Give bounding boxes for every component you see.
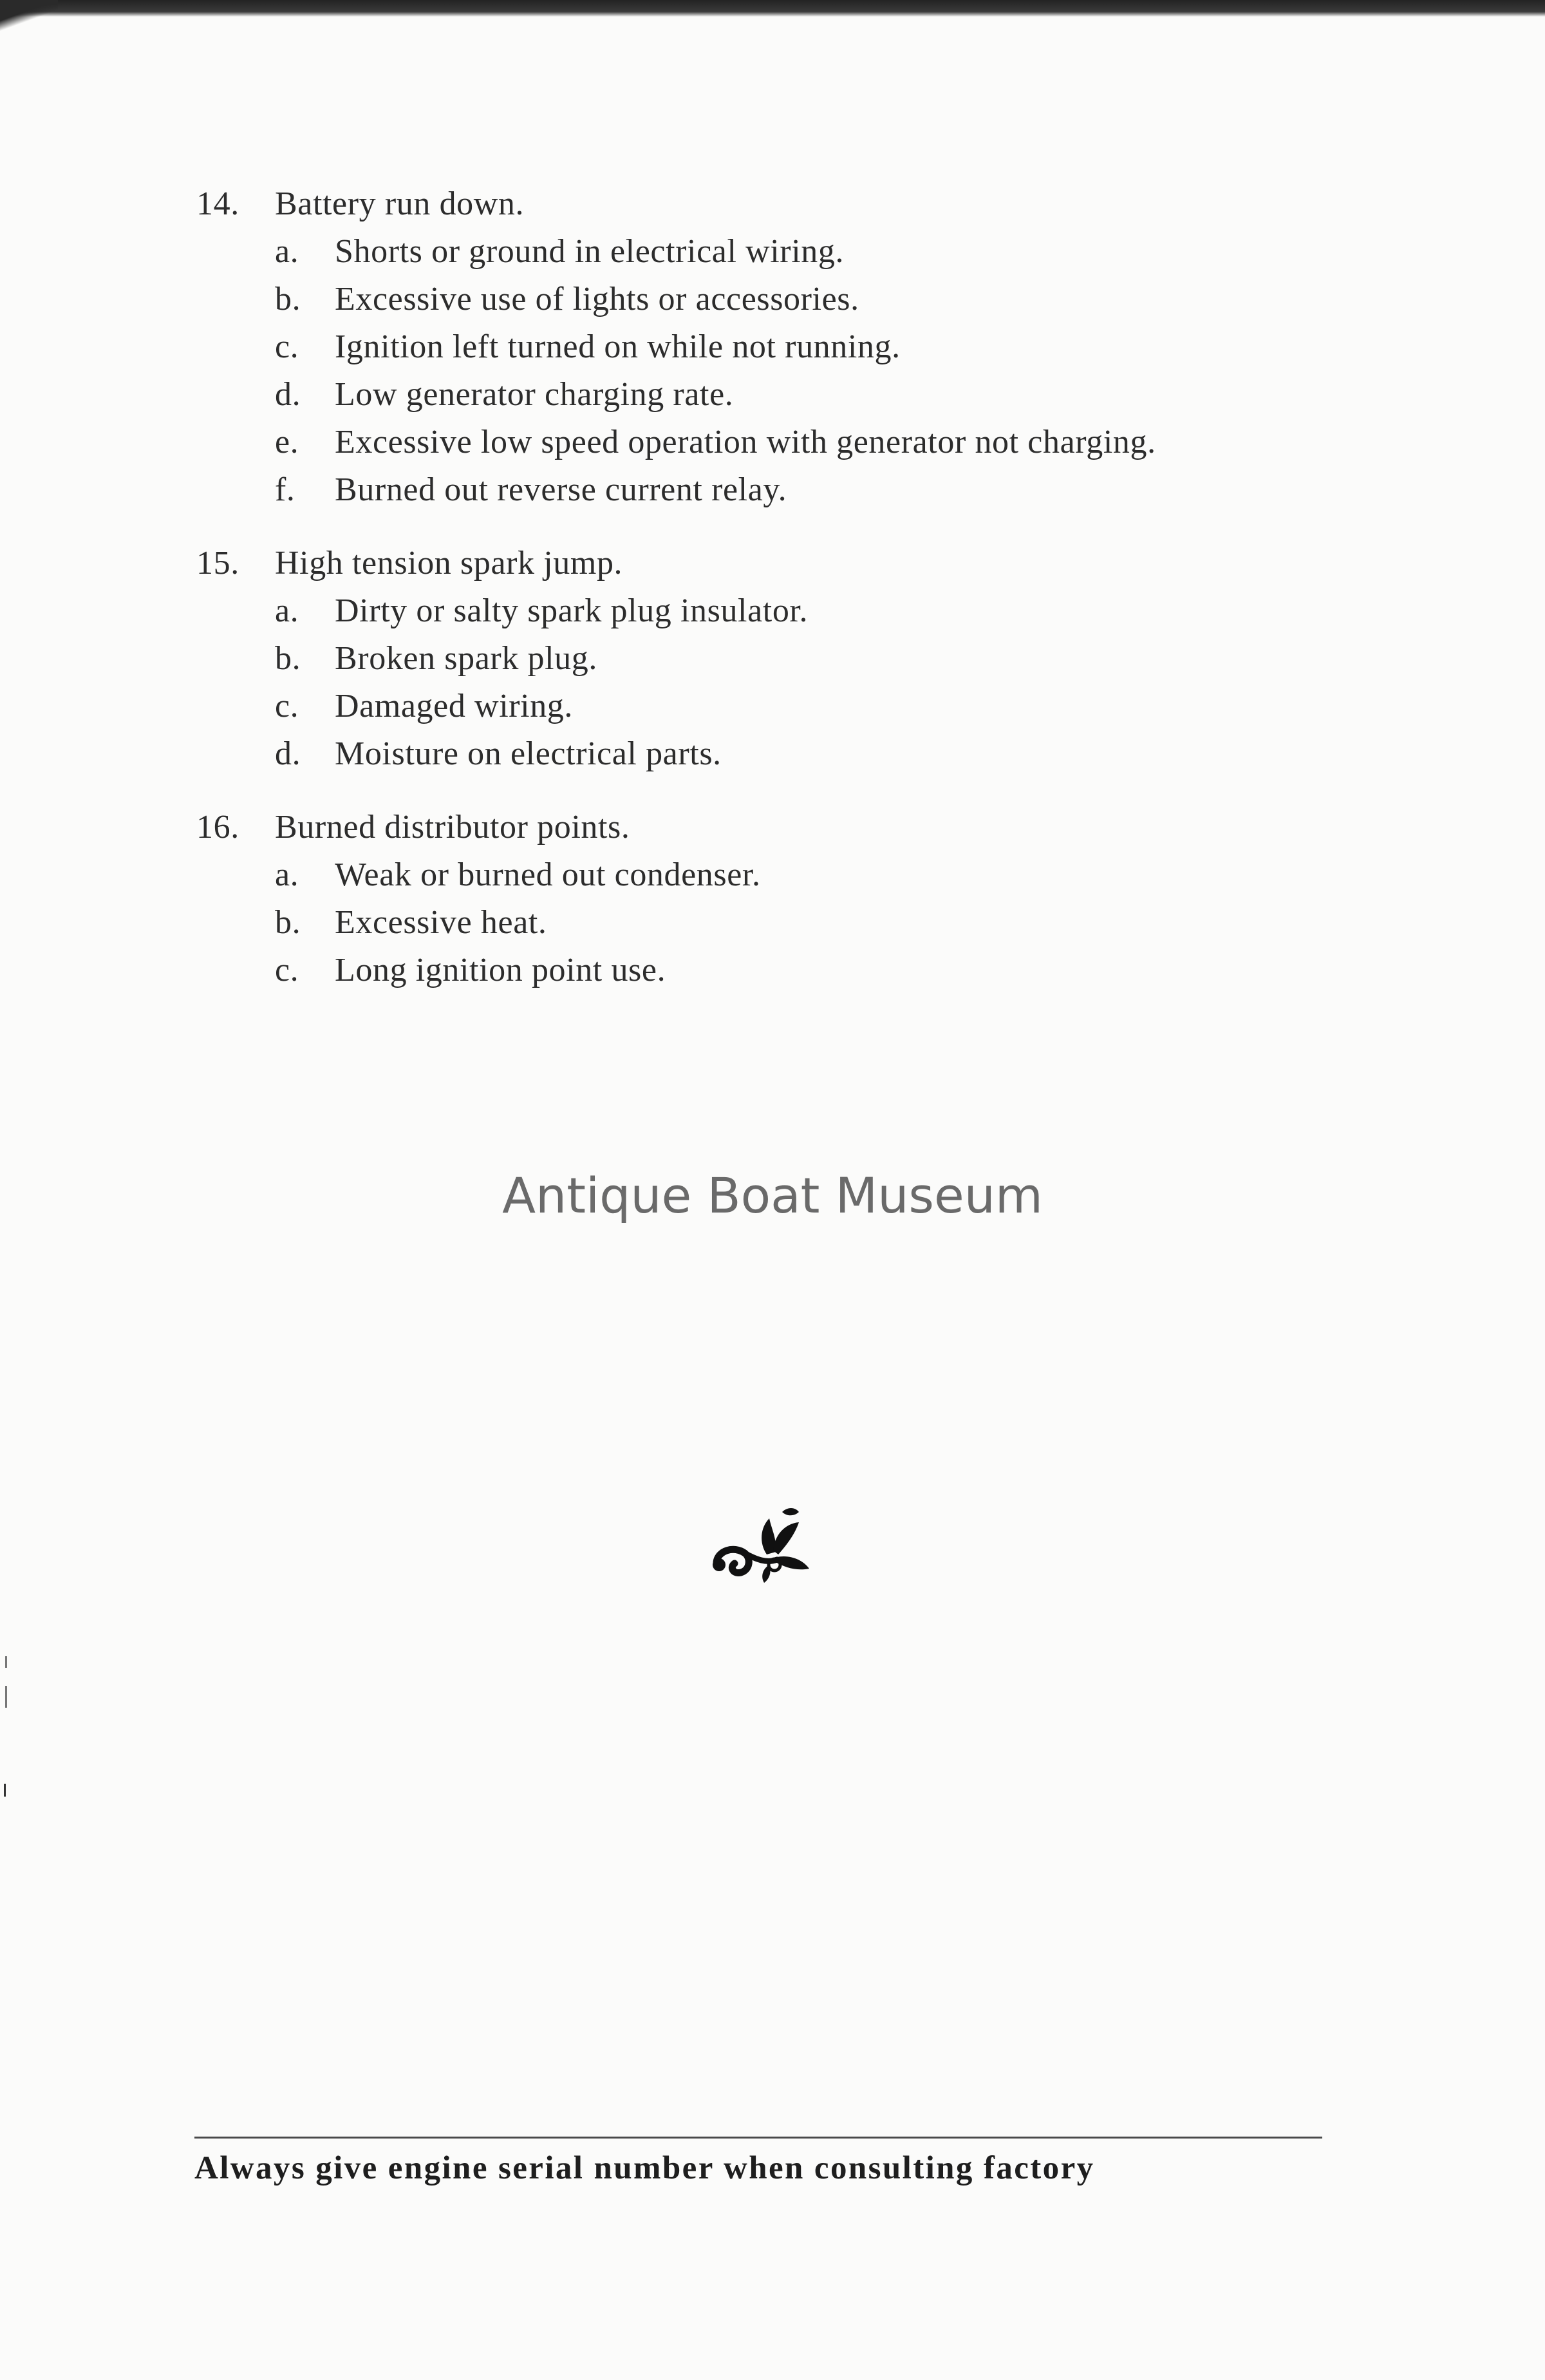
section-title: Burned distributor points. xyxy=(275,809,630,845)
list-item xyxy=(196,466,1355,514)
item-text: Low generator charging rate. xyxy=(335,376,734,413)
section-heading xyxy=(196,540,1355,587)
section-number: 15. xyxy=(196,545,239,581)
section-title: Battery run down. xyxy=(275,185,525,222)
item-letter: c. xyxy=(275,328,299,365)
section-15 xyxy=(196,540,1355,778)
section-title: High tension spark jump. xyxy=(275,545,623,581)
list-item xyxy=(196,323,1355,371)
item-text: Excessive use of lights or accessories. xyxy=(335,281,859,317)
item-letter: c. xyxy=(275,952,299,988)
list-item xyxy=(196,683,1355,730)
troubleshooting-list xyxy=(196,180,1355,1020)
list-item xyxy=(196,276,1355,323)
list-item xyxy=(196,730,1355,778)
list-item xyxy=(196,851,1355,899)
item-text: Long ignition point use. xyxy=(335,952,666,988)
item-text: Weak or burned out condenser. xyxy=(335,856,761,893)
item-text: Excessive low speed operation with generator not charging. xyxy=(335,424,1156,460)
item-text: Damaged wiring. xyxy=(335,688,574,724)
item-letter: a. xyxy=(275,592,299,629)
item-text: Burned out reverse current relay. xyxy=(335,471,787,508)
section-number: 16. xyxy=(196,809,239,845)
list-item xyxy=(196,228,1355,276)
list-item xyxy=(196,635,1355,683)
item-text: Excessive heat. xyxy=(335,904,547,941)
item-text: Ignition left turned on while not running. xyxy=(335,328,901,365)
item-letter: e. xyxy=(275,424,299,460)
section-heading xyxy=(196,180,1355,228)
list-item xyxy=(196,587,1355,635)
section-14 xyxy=(196,180,1355,514)
footer-notice: Always give engine serial number when consulting factory xyxy=(194,2150,1095,2186)
footer-divider xyxy=(194,2137,1322,2139)
item-letter: b. xyxy=(275,281,301,317)
item-letter: c. xyxy=(275,688,299,724)
item-letter: a. xyxy=(275,856,299,893)
watermark: Antique Boat Museum xyxy=(502,1167,1043,1224)
margin-mark xyxy=(5,1686,7,1708)
section-heading xyxy=(196,804,1355,851)
margin-mark xyxy=(4,1784,6,1797)
item-letter: b. xyxy=(275,640,301,677)
section-16 xyxy=(196,804,1355,994)
list-item xyxy=(196,947,1355,994)
item-text: Dirty or salty spark plug insulator. xyxy=(335,592,809,629)
item-text: Broken spark plug. xyxy=(335,640,597,677)
item-letter: d. xyxy=(275,376,301,413)
list-item xyxy=(196,371,1355,419)
list-item xyxy=(196,899,1355,947)
item-letter: a. xyxy=(275,233,299,270)
item-text: Moisture on electrical parts. xyxy=(335,735,722,772)
floral-ornament-icon xyxy=(705,1493,818,1586)
section-number: 14. xyxy=(196,185,239,222)
item-letter: d. xyxy=(275,735,301,772)
item-letter: f. xyxy=(275,471,295,508)
item-text: Shorts or ground in electrical wiring. xyxy=(335,233,845,270)
item-letter: b. xyxy=(275,904,301,941)
list-item xyxy=(196,419,1355,466)
margin-mark xyxy=(5,1656,7,1668)
page-top-edge xyxy=(0,0,1545,17)
